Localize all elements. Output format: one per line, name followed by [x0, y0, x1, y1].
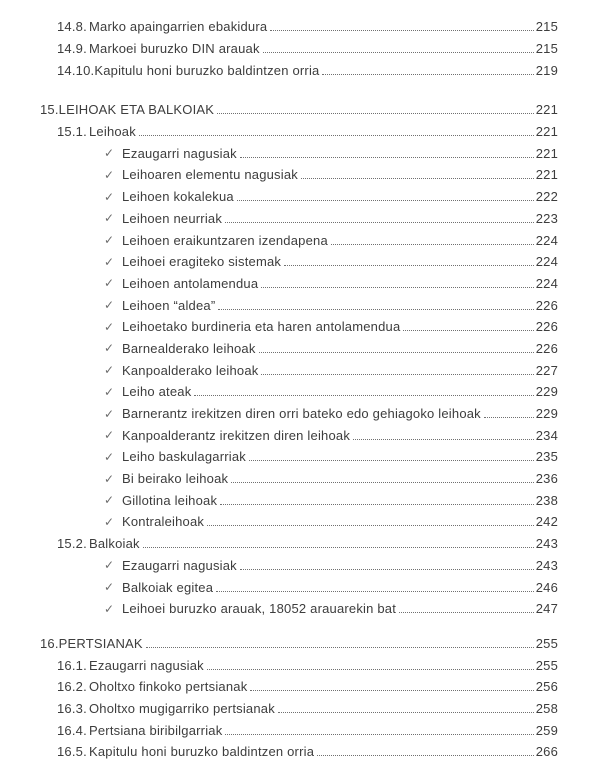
check-icon: ✓ — [104, 211, 115, 226]
dot-leader — [139, 135, 534, 136]
check-icon: ✓ — [104, 601, 115, 616]
dot-leader — [194, 395, 534, 396]
toc-entry-label: LEIHOAK ETA BALKOIAK — [58, 102, 215, 118]
toc-entry-page: 219 — [535, 62, 558, 78]
check-icon: ✓ — [104, 580, 115, 595]
toc-entry-label: Leiho baskulagarriak — [122, 449, 246, 465]
toc-group — [0, 633, 558, 763]
toc-entry — [0, 555, 558, 577]
toc-entry-number: 15.1. — [57, 124, 87, 140]
toc-entry-page: 243 — [535, 536, 558, 552]
toc-entry — [0, 142, 558, 164]
toc-entry — [0, 251, 558, 273]
dot-leader — [237, 200, 534, 201]
dot-leader — [301, 178, 534, 179]
check-icon: ✓ — [104, 189, 115, 204]
toc-list — [0, 16, 558, 763]
toc-entry-label: Leihoaren elementu nagusiak — [122, 167, 298, 183]
toc-entry-page: 246 — [535, 579, 558, 595]
toc-entry-page: 243 — [535, 557, 558, 573]
toc-entry — [0, 511, 558, 533]
dot-leader — [322, 74, 534, 75]
dot-leader — [240, 157, 534, 158]
toc-entry-label: Marko apaingarrien ebakidura — [89, 19, 268, 35]
toc-entry-page: 234 — [535, 427, 558, 443]
dot-leader — [403, 330, 534, 331]
toc-entry-page: 222 — [535, 189, 558, 205]
toc-entry — [0, 359, 558, 381]
toc-entry-label: Leihoen kokalekua — [122, 189, 234, 205]
toc-entry-label: Leihoei eragiteko sistemak — [122, 254, 282, 270]
toc-entry-label: Oholtxo finkoko pertsianak — [89, 679, 248, 695]
toc-entry — [0, 741, 558, 763]
check-icon: ✓ — [104, 449, 115, 464]
dot-leader — [278, 712, 534, 713]
dot-leader — [231, 482, 534, 483]
dot-leader — [225, 734, 534, 735]
dot-leader — [207, 525, 534, 526]
toc-entry-label: Leihoetako burdineria eta haren antolamendua — [122, 319, 401, 335]
toc-entry — [0, 533, 558, 555]
toc-entry-page: 229 — [535, 406, 558, 422]
check-icon: ✓ — [104, 167, 115, 182]
dot-leader — [261, 374, 534, 375]
toc-group — [0, 99, 558, 620]
toc-entry-page: 266 — [535, 744, 558, 760]
toc-entry — [0, 38, 558, 60]
dot-leader — [250, 690, 534, 691]
toc-entry-label: Gillotina leihoak — [122, 492, 218, 508]
toc-entry-page: 226 — [535, 319, 558, 335]
toc-entry-number: 14.8. — [57, 19, 87, 35]
toc-entry-page: 255 — [535, 657, 558, 673]
toc-entry-label: Ezaugarri nagusiak — [89, 657, 204, 673]
check-icon: ✓ — [104, 233, 115, 248]
toc-entry-page: 215 — [535, 41, 558, 57]
toc-entry — [0, 633, 558, 655]
dot-leader — [249, 460, 534, 461]
toc-entry — [0, 698, 558, 720]
toc-entry-page: 221 — [535, 124, 558, 140]
toc-entry-page: 224 — [535, 232, 558, 248]
toc-entry-number: 14.10. — [57, 62, 95, 78]
toc-entry-number: 15. — [40, 102, 59, 118]
toc-entry — [0, 489, 558, 511]
toc-entry-page: 221 — [535, 145, 558, 161]
dot-leader — [261, 287, 534, 288]
check-icon: ✓ — [104, 254, 115, 269]
toc-entry — [0, 424, 558, 446]
toc-entry-label: Kontraleihoak — [122, 514, 205, 530]
check-icon: ✓ — [104, 363, 115, 378]
check-icon: ✓ — [104, 493, 115, 508]
toc-entry-label: Leihoen “aldea” — [122, 297, 216, 313]
toc-entry — [0, 576, 558, 598]
toc-entry-label: Kanpoalderako leihoak — [122, 362, 259, 378]
toc-entry — [0, 59, 558, 81]
toc-entry-number: 16. — [40, 635, 59, 651]
toc-entry — [0, 446, 558, 468]
toc-entry-number: 14.9. — [57, 41, 87, 57]
toc-entry-page: 223 — [535, 210, 558, 226]
dot-leader — [484, 417, 534, 418]
toc-entry — [0, 598, 558, 620]
dot-leader — [259, 352, 534, 353]
toc-entry-page: 259 — [535, 722, 558, 738]
check-icon: ✓ — [104, 384, 115, 399]
dot-leader — [143, 547, 534, 548]
toc-entry — [0, 273, 558, 295]
dot-leader — [216, 591, 534, 592]
check-icon: ✓ — [104, 276, 115, 291]
dot-leader — [240, 569, 534, 570]
check-icon: ✓ — [104, 341, 115, 356]
toc-entry-page: 221 — [535, 102, 558, 118]
toc-entry-label: Leiho ateak — [122, 384, 192, 400]
toc-entry-page: 226 — [535, 297, 558, 313]
toc-entry-label: Ezaugarri nagusiak — [122, 145, 237, 161]
toc-entry-page: 238 — [535, 492, 558, 508]
toc-entry — [0, 719, 558, 741]
toc-entry-page: 227 — [535, 362, 558, 378]
dot-leader — [353, 439, 534, 440]
check-icon: ✓ — [104, 471, 115, 486]
toc-entry — [0, 164, 558, 186]
toc-entry — [0, 16, 558, 38]
toc-entry — [0, 654, 558, 676]
toc-entry-page: 226 — [535, 340, 558, 356]
check-icon: ✓ — [104, 428, 115, 443]
dot-leader — [225, 222, 534, 223]
toc-entry-label: Kapitulu honi buruzko baldintzen orria — [89, 744, 315, 760]
toc-entry — [0, 208, 558, 230]
check-icon: ✓ — [104, 298, 115, 313]
dot-leader — [399, 612, 534, 613]
toc-entry-label: Pertsiana biribilgarriak — [89, 722, 223, 738]
toc-entry — [0, 381, 558, 403]
toc-entry-label: Bi beirako leihoak — [122, 471, 229, 487]
toc-entry-label: Leihoei buruzko arauak, 18052 arauarekin bat — [122, 601, 397, 617]
dot-leader — [220, 504, 534, 505]
dot-leader — [218, 309, 534, 310]
toc-entry-label: Leihoak — [89, 124, 136, 140]
toc-entry — [0, 229, 558, 251]
dot-leader — [263, 52, 534, 53]
toc-entry-number: 16.1. — [57, 657, 87, 673]
toc-entry-label: Ezaugarri nagusiak — [122, 557, 237, 573]
toc-entry — [0, 468, 558, 490]
check-icon: ✓ — [104, 514, 115, 529]
toc-entry-label: Leihoen antolamendua — [122, 275, 259, 291]
toc-entry-label: Kanpoalderantz irekitzen diren leihoak — [122, 427, 351, 443]
check-icon: ✓ — [104, 558, 115, 573]
toc-entry-page: 221 — [535, 167, 558, 183]
toc-entry-label: PERTSIANAK — [58, 635, 143, 651]
dot-leader — [284, 265, 534, 266]
toc-entry-number: 16.4. — [57, 722, 87, 738]
dot-leader — [146, 647, 534, 648]
toc-entry-label: Balkoiak egitea — [122, 579, 214, 595]
dot-leader — [207, 669, 534, 670]
toc-entry — [0, 338, 558, 360]
check-icon: ✓ — [104, 146, 115, 161]
toc-entry — [0, 294, 558, 316]
dot-leader — [217, 113, 534, 114]
toc-entry-page: 242 — [535, 514, 558, 530]
toc-entry-number: 16.5. — [57, 744, 87, 760]
check-icon: ✓ — [104, 319, 115, 334]
check-icon: ✓ — [104, 406, 115, 421]
toc-entry-label: Leihoen neurriak — [122, 210, 223, 226]
toc-entry-page: 229 — [535, 384, 558, 400]
toc-entry-page: 255 — [535, 635, 558, 651]
toc-entry-label: Balkoiak — [89, 536, 140, 552]
toc-entry-page: 258 — [535, 700, 558, 716]
toc-entry-number: 16.3. — [57, 700, 87, 716]
toc-entry-label: Markoei buruzko DIN arauak — [89, 41, 260, 57]
toc-entry-page: 224 — [535, 254, 558, 270]
toc-entry-label: Leihoen eraikuntzaren izendapena — [122, 232, 328, 248]
toc-entry — [0, 99, 558, 121]
toc-entry-page: 247 — [535, 601, 558, 617]
toc-entry-label: Oholtxo mugigarriko pertsianak — [89, 700, 275, 716]
toc-entry-number: 16.2. — [57, 679, 87, 695]
toc-entry-label: Kapitulu honi buruzko baldintzen orria — [94, 62, 320, 78]
toc-entry-page: 256 — [535, 679, 558, 695]
toc-group — [0, 16, 558, 81]
dot-leader — [270, 30, 534, 31]
toc-entry-page: 215 — [535, 19, 558, 35]
toc-entry-page: 236 — [535, 471, 558, 487]
dot-leader — [331, 244, 534, 245]
toc-entry-label: Barnealderako leihoak — [122, 340, 256, 356]
toc-entry-label: Barnerantz irekitzen diren orri bateko edo gehiagoko leihoak — [122, 406, 481, 422]
toc-entry-page: 224 — [535, 275, 558, 291]
toc-entry — [0, 676, 558, 698]
toc-entry — [0, 186, 558, 208]
dot-leader — [317, 755, 534, 756]
toc-entry — [0, 403, 558, 425]
toc-entry-page: 235 — [535, 449, 558, 465]
toc-entry-number: 15.2. — [57, 536, 87, 552]
toc-entry — [0, 316, 558, 338]
toc-entry — [0, 121, 558, 143]
